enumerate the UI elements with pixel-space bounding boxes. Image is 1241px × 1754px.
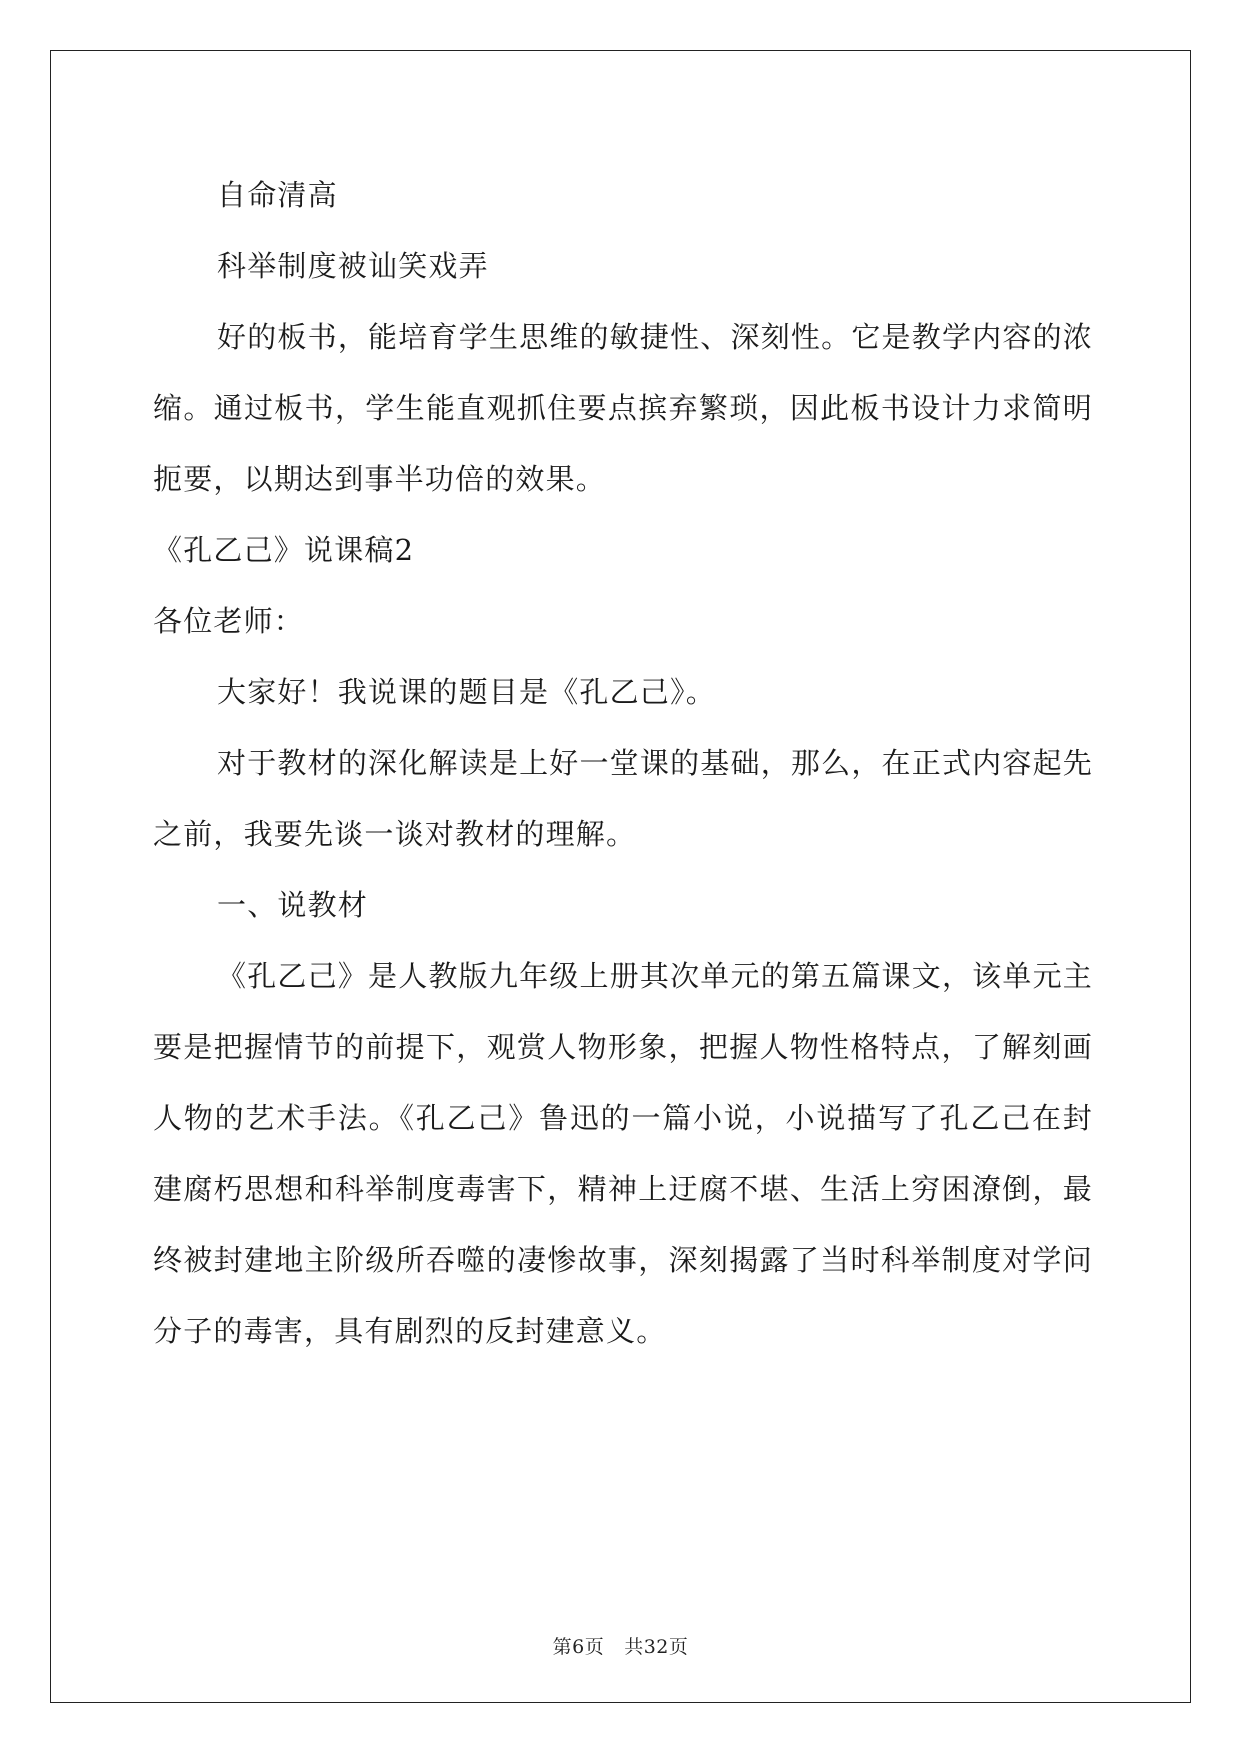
document-body xyxy=(153,160,1093,1367)
page-footer xyxy=(0,1632,1241,1659)
section-title: 《孔乙己》说课稿2 xyxy=(153,533,415,567)
page-number: 第6页 xyxy=(552,1636,605,1658)
salutation: 各位老师： xyxy=(153,604,305,638)
paragraph: 科举制度被讪笑戏弄 xyxy=(217,249,489,283)
paragraph: 自命清高 xyxy=(217,178,338,212)
section-heading: 一、说教材 xyxy=(217,888,369,922)
page-total: 共32页 xyxy=(624,1636,689,1658)
paragraph: 对于教材的深化解读是上好一堂课的基础，那么，在正式内容起先之前，我要先谈一谈对教材的理解。 xyxy=(153,746,1093,851)
paragraph: 《孔乙己》是人教版九年级上册其次单元的第五篇课文，该单元主要是把握情节的前提下，观赏人物形象，把握人物性格特点，了解刻画人物的艺术手法。《孔乙己》鲁迅的一篇小说，小说描写了孔乙己在封建腐朽思想和科举制度毒害下，精神上迂腐不堪、生活上穷困潦倒，最终被封建地主阶级所吞噬的凄惨故事，深刻揭露了当时科举制度对学问分子的毒害，具有剧烈的反封建意义。 xyxy=(153,959,1093,1348)
paragraph: 好的板书，能培育学生思维的敏捷性、深刻性。它是教学内容的浓缩。通过板书，学生能直观抓住要点摈弃繁琐，因此板书设计力求简明扼要，以期达到事半功倍的效果。 xyxy=(153,320,1093,496)
paragraph: 大家好！我说课的题目是《孔乙己》。 xyxy=(217,675,716,709)
